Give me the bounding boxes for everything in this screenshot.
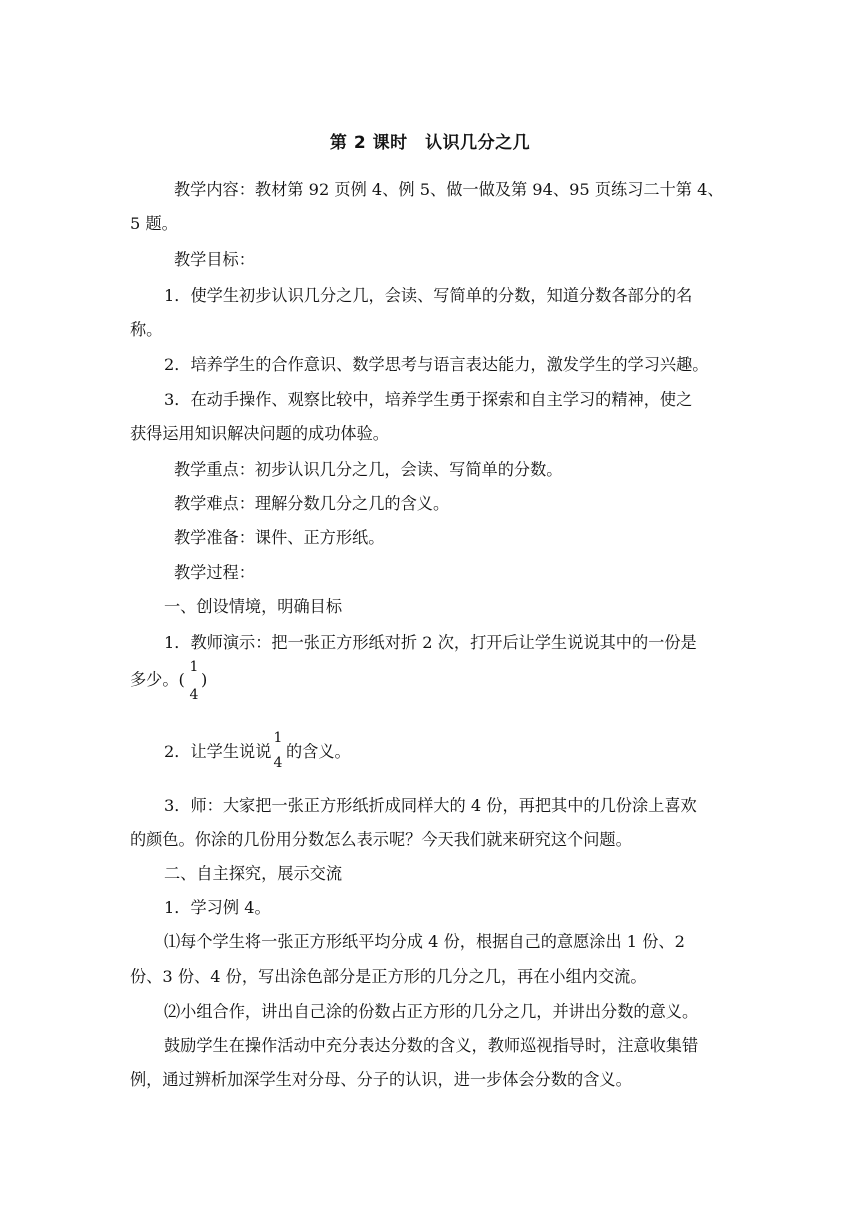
- paragraph-line: 鼓励学生在操作活动中充分表达分数的含义，教师巡视指导时，注意收集错: [164, 1036, 699, 1055]
- paragraph-line: 1．教师演示：把一张正方形纸对折 2 次，打开后让学生说说其中的一份是: [164, 633, 697, 652]
- paragraph-line: 教学难点：理解分数几分之几的含义。: [174, 494, 450, 513]
- fraction-numerator: 1: [273, 730, 283, 746]
- paragraph-line: ⑵小组合作，讲出自己涂的份数占正方形的几分之几，并讲出分数的意义。: [164, 1002, 699, 1021]
- paragraph-line: 5 题。: [130, 214, 178, 233]
- paragraph-line: 1．学习例 4。: [164, 898, 271, 917]
- paragraph-line: ⑴每个学生将一张正方形纸平均分成 4 份，根据自己的意愿涂出 1 份、2: [164, 932, 685, 951]
- paragraph-line: 例，通过辨析加深学生对分母、分子的认识，进一步体会分数的含义。: [130, 1070, 632, 1089]
- paragraph-line: 教学准备：课件、正方形纸。: [174, 528, 385, 547]
- paragraph-line: 的颜色。你涂的几份用分数怎么表示呢？今天我们就来研究这个问题。: [130, 830, 632, 849]
- fraction-numerator: 1: [189, 659, 199, 675]
- paragraph-line: 2．培养学生的合作意识、数学思考与语言表达能力，激发学生的学习兴趣。: [164, 355, 709, 374]
- fraction-denominator: 4: [189, 687, 199, 703]
- paragraph-line: 教学过程：: [174, 563, 255, 582]
- section-heading: 一、创设情境，明确目标: [164, 597, 343, 616]
- paragraph-line: 教学内容：教材第 92 页例 4、例 5、做一做及第 94、95 页练习二十第 4、: [174, 180, 724, 199]
- paragraph-line: 1．使学生初步认识几分之几，会读、写简单的分数，知道分数各部分的名: [164, 286, 693, 305]
- paragraph-line: 教学目标：: [174, 250, 255, 269]
- paragraph-text: ): [201, 670, 208, 689]
- fraction-denominator: 4: [273, 755, 283, 771]
- paragraph-line: 2．让学生说说: [164, 742, 272, 761]
- section-heading: 二、自主探究，展示交流: [164, 864, 343, 883]
- paragraph-line: 3．在动手操作、观察比较中，培养学生勇于探索和自主学习的精神，使之: [164, 390, 693, 409]
- paragraph-line: 获得运用知识解决问题的成功体验。: [130, 424, 389, 443]
- paragraph-line: 3．师：大家把一张正方形纸折成同样大的 4 份，再把其中的几份涂上喜欢: [164, 796, 697, 815]
- paragraph-line: 称。: [130, 320, 163, 339]
- page-title: 第 2 课时 认识几分之几: [329, 133, 531, 153]
- paragraph-line: 教学重点：初步认识几分之几，会读、写简单的分数。: [174, 460, 563, 479]
- paragraph-line: 份、3 份、4 份，写出涂色部分是正方形的几分之几，再在小组内交流。: [130, 967, 647, 986]
- paragraph-text: 的含义。: [286, 742, 351, 761]
- paragraph-line: 多少。(: [130, 670, 185, 689]
